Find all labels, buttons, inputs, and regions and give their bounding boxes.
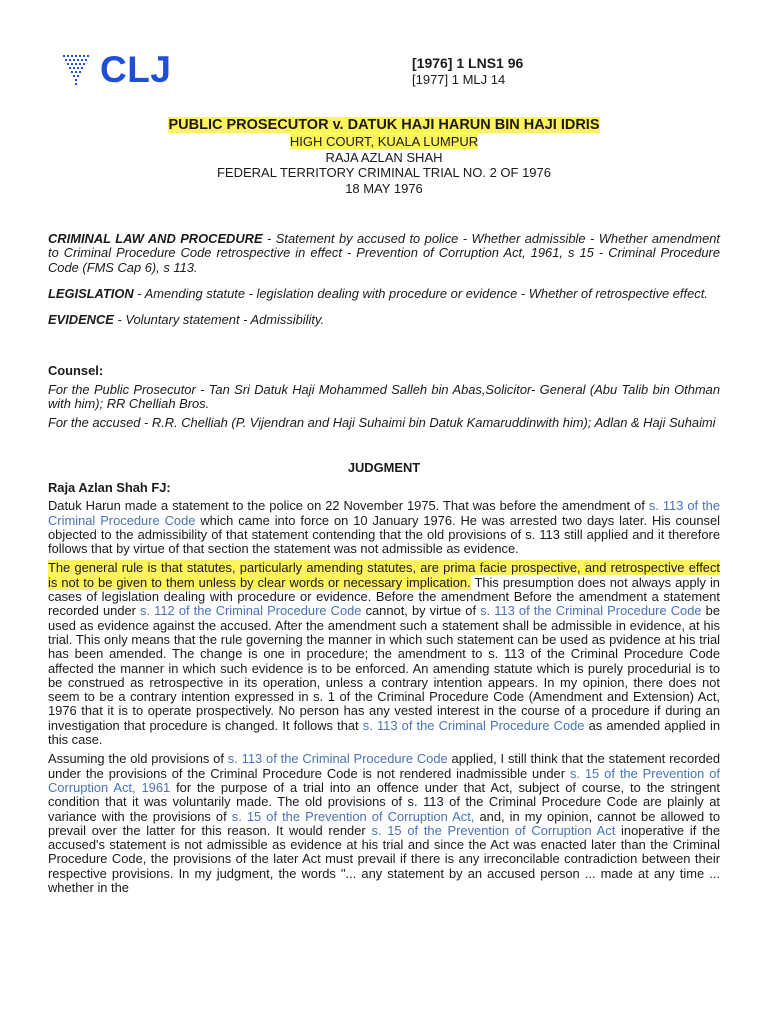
judgment-author: Raja Azlan Shah FJ:: [48, 479, 171, 495]
decision-date: 18 MAY 1976: [345, 180, 423, 196]
statute-link[interactable]: s. 113 of the Criminal Procedure Code: [362, 717, 585, 733]
case-title: PUBLIC PROSECUTOR v. DATUK HAJI HARUN BIN HAJI IDRIS: [168, 117, 600, 133]
paragraph-text: Assuming the old provisions of: [48, 751, 228, 767]
counsel-defence: For the accused - R.R. Chelliah (P. Vijendran and Haji Suhaimi bin Datuk Kamaruddinwith him); Adlan & Haji Suhaimi: [48, 415, 716, 431]
judgment-paragraph: [48, 561, 720, 747]
paragraph-text: inoperative if the accused's statement is not admissible as evidence at his trial and since the Act was enacted later than the Criminal Procedure Code, the provisions of the later Act must prevail if there is any irreconcilable contradiction between their respective provisions. In my judgment, the words "... any statement by an accused person ... made at any time ... whether in the: [48, 822, 720, 895]
statute-link[interactable]: s. 15 of the Prevention of Corruption Act: [371, 822, 616, 838]
subject-heading: EVIDENCE: [48, 312, 114, 328]
subject-criminal-law: [48, 232, 720, 275]
statute-link[interactable]: s. 15 of the Prevention of Corruption Act, 1961: [48, 765, 720, 795]
paragraph-text: cannot, by virtue of: [361, 603, 481, 619]
subject-evidence: [48, 313, 720, 327]
document-body: [48, 232, 720, 900]
subject-text: - Statement by accused to police - Whether admissible - Whether amendment to Criminal Procedure Code retrospective in effect - Prevention of Corruption Act, 1961, s 15 - Criminal Procedure Code (FMS Cap 6), s 113.: [48, 231, 721, 275]
paragraph-text: applied, I still think that the statement recorded under the provisions of the Criminal Procedure Code is not rendered inadmissible under: [48, 751, 720, 781]
secondary-citation: [1977] 1 MLJ 14: [412, 72, 506, 87]
subject-legislation: [48, 287, 720, 301]
case-header: [0, 117, 768, 196]
citation-block: [412, 55, 523, 87]
judgment-heading: JUDGMENT: [347, 459, 421, 475]
counsel-prosecution: For the Public Prosecutor - Tan Sri Datuk Haji Mohammed Salleh bin Abas,Solicitor- General (Abu Talib bin Othman with him); RR Chelliah Bros.: [48, 381, 720, 412]
statute-link[interactable]: s. 112 of the Criminal Procedure Code: [140, 603, 362, 619]
paragraph-text: which came into force on 10 January 1976. He was arrested two days later. His counsel objected to the admissibility of that statement contending that the old provisions of s. 113 still applied and it therefore follows that by virtue of that section the statement was not admissible as evidence.: [48, 512, 720, 557]
statute-link[interactable]: s. 113 of the Criminal Procedure Code: [480, 603, 702, 619]
clj-logo: [62, 49, 172, 90]
judgment-paragraph: [48, 752, 720, 895]
statute-link[interactable]: s. 15 of the Prevention of Corruption Act,: [231, 808, 475, 824]
statute-link[interactable]: s. 113 of the Criminal Procedure Code: [227, 751, 448, 767]
statute-link[interactable]: s. 113 of the Criminal Procedure Code: [48, 498, 720, 528]
paragraph-text: Datuk Harun made a statement to the police on 22 November 1975. That was before the amendment of: [48, 498, 649, 514]
paragraph-text: and, in my opinion, cannot be allowed to prevail over the latter for this reason. It would render: [48, 808, 720, 838]
subject-text: - Voluntary statement - Admissibility.: [113, 312, 325, 328]
paragraph-text: This presumption does not always apply in cases of legislation dealing with procedure or evidence. Before the amendment Before the amendment a statement recorded under: [48, 574, 720, 619]
judgment-paragraph: [48, 499, 720, 556]
subject-text: - Amending statute - legislation dealing with procedure or evidence - Whether of retrospective effect.: [133, 285, 708, 301]
paragraph-text: as amended applied in this case.: [48, 717, 720, 748]
counsel-heading: Counsel:: [48, 363, 104, 379]
clj-logo-mark-icon: [62, 53, 96, 87]
paragraph-text: be used as evidence against the accused. After the amendment such a statement shall be admissible in evidence, at his trial. This only means that the rule governing the manner in which such statement can be used as pvidence at his trial has been amended. The change is one in procedure; the amendment to s. 113 of the Criminal Procedure Code affected the manner in which such evidence is to be enforced. An amending statute which is purely procedurial is to be construed as retrospective in its operation, unless a contrary intention appears. In my opinion, there does not seem to be a contrary intention expressed in s. 1 of the Criminal Procedure Code (Amendment and Extension) Act, 1976 that it is to operate prospectively. No person has any vested interest in the course of a procedure if during an investigation that procedure is changed. It follows that: [48, 603, 721, 733]
highlighted-text: The general rule is that statutes, particularly amending statutes, are prima facie prospective, and retrospective effect is not to be given to them unless by clear words or necessary implication.: [48, 560, 720, 590]
subject-heading: LEGISLATION: [48, 285, 134, 301]
case-number: FEDERAL TERRITORY CRIMINAL TRIAL NO. 2 OF 1976: [216, 165, 551, 180]
judge-name: RAJA AZLAN SHAH: [325, 149, 443, 165]
primary-citation: [1976] 1 LNS1 96: [412, 55, 524, 71]
paragraph-text: for the purpose of a trial into an offence under that Act, subject of course, to the stringent condition that it was voluntarily made. The old provisions of s. 113 of the Criminal Procedure Code are plainly at variance with the provisions of: [48, 779, 720, 824]
court-name: HIGH COURT, KUALA LUMPUR: [289, 134, 479, 149]
subject-heading: CRIMINAL LAW AND PROCEDURE: [48, 231, 263, 246]
logo-text: CLJ: [100, 49, 172, 90]
